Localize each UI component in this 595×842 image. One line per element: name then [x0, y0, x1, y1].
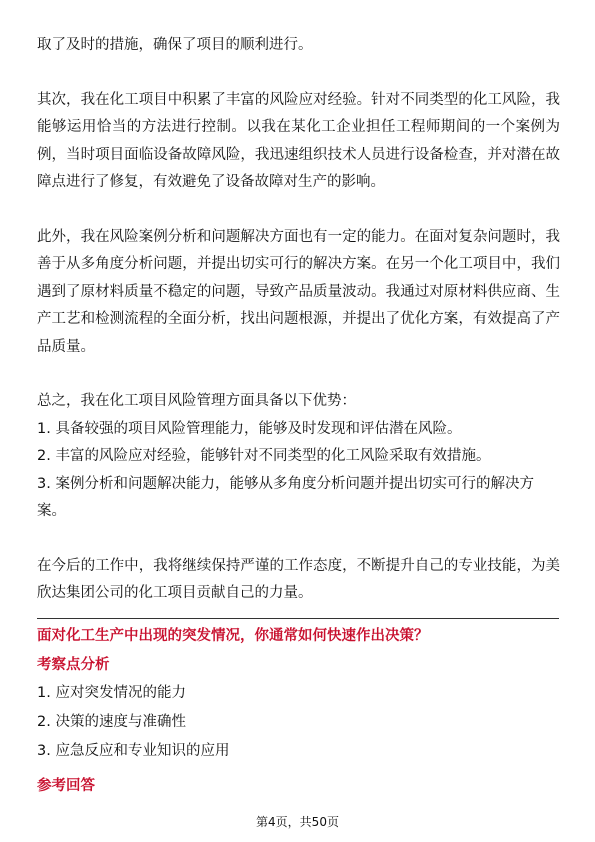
analysis-list — [37, 679, 229, 766]
paragraph-analysis-ability: 此外，我在风险案例分析和问题解决方面也有一定的能力。在面对复杂问题时，我善于从多角度分析问题，并提出切实可行的解决方案。在另一个化工项目中，我们遇到了原材料质量不稳定的问题，导致产品质量波动。我通过对原材料供应商、生产工艺和检测流程的全面分析，找出问题根源，并提出了优化方案，有效提高了产品质量。 — [37, 228, 560, 355]
answer-body — [37, 32, 560, 608]
summary-item-3: 3. 案例分析和问题解决能力，能够从多角度分析问题并提出切实可行的解决方案。 — [37, 475, 534, 519]
paragraph-closing: 在今后的工作中，我将继续保持严谨的工作态度，不断提升自己的专业技能，为美欣达集团公司的化工项目贡献自己的力量。 — [37, 557, 560, 601]
paragraph-experience: 其次，我在化工项目中积累了丰富的风险应对经验。针对不同类型的化工风险，我能够运用恰当的方法进行控制。以我在某化工企业担任工程师期间的一个案例为例，当时项目面临设备故障风险，我迅速组织技术人员进行设备检查，并对潜在故障点进行了修复，有效避免了设备故障对生产的影响。 — [37, 91, 560, 190]
analysis-item-2: 2. 决策的速度与准确性 — [37, 714, 186, 730]
page-indicator: 第4页，共50页 — [256, 815, 339, 829]
analysis-item-3: 3. 应急反应和专业知识的应用 — [37, 743, 230, 759]
summary-item-1: 1. 具备较强的项目风险管理能力，能够及时发现和评估潜在风险。 — [37, 420, 462, 437]
summary-item-2: 2. 丰富的风险应对经验，能够针对不同类型的化工风险采取有效措施。 — [37, 448, 491, 464]
analysis-item-1: 1. 应对突发情况的能力 — [37, 685, 186, 701]
reference-answer-heading: 参考回答 — [37, 778, 95, 794]
paragraph-intro-tail: 取了及时的措施，确保了项目的顺利进行。 — [37, 37, 313, 53]
question-title: 面对化工生产中出现的突发情况，你通常如何快速作出决策？ — [37, 628, 429, 644]
analysis-heading: 考察点分析 — [37, 657, 110, 673]
summary-intro: 总之，我在化工项目风险管理方面具备以下优势： — [37, 393, 356, 409]
section-divider — [37, 618, 559, 619]
